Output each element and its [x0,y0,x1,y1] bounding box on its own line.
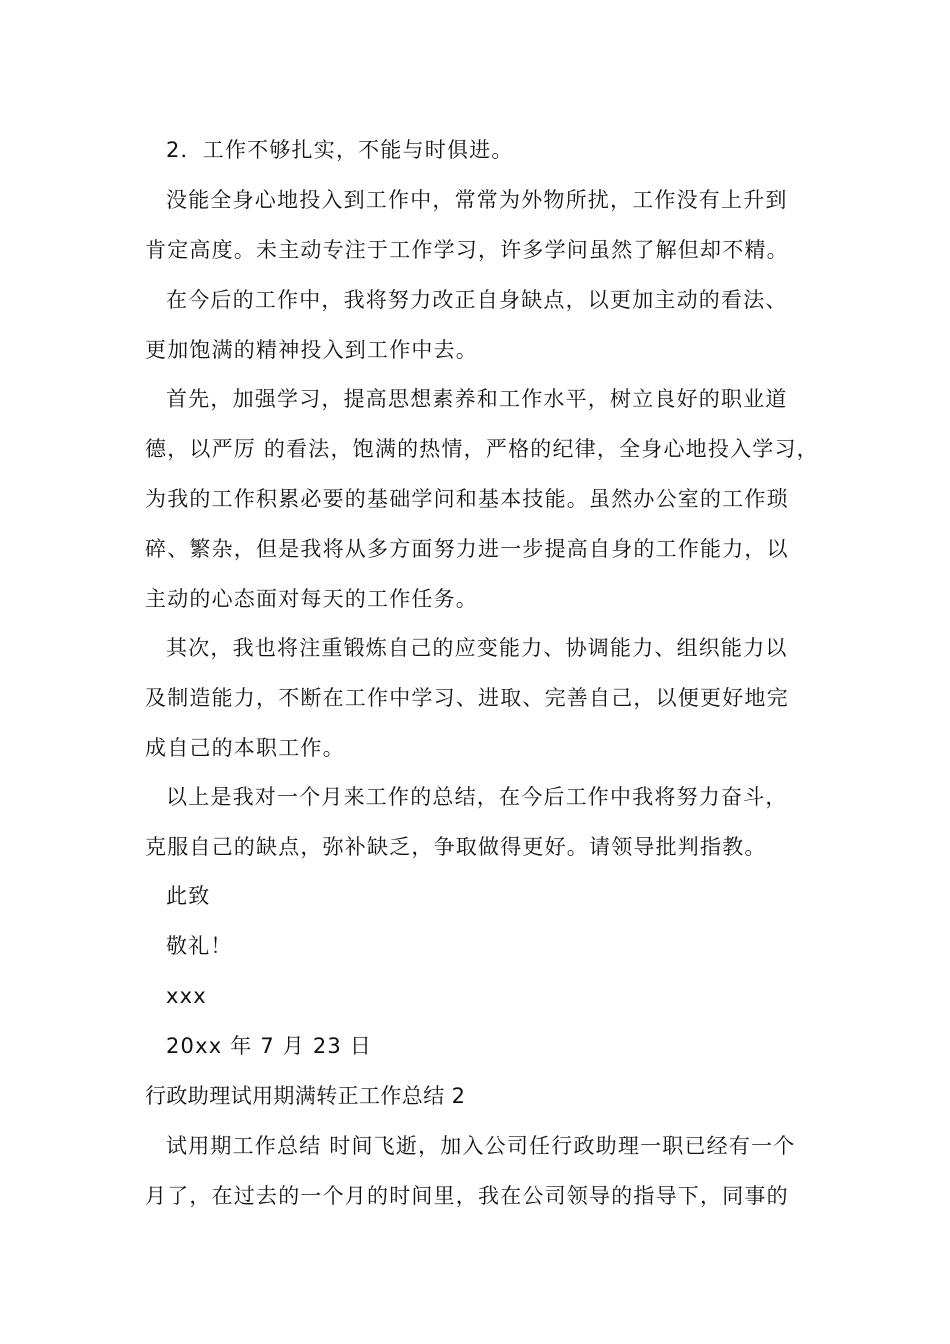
paragraph-line: 试用期工作总结 时间飞逝，加入公司任行政助理一职已经有一个 [166,1134,796,1158]
paragraph-line: 首先，加强学习，提高思想素养和工作水平，树立良好的职业道 [166,387,788,411]
paragraph-line: 德，以严厉 的看法，饱满的热情，严格的纪律，全身心地投入学习， [145,437,819,461]
list-item-2: 2．工作不够扎实，不能与时俱进。 [166,138,514,162]
paragraph-line: 成自己的本职工作。 [145,736,345,760]
paragraph-line: 克服自己的缺点，弥补缺乏，争取做得更好。请领导批判指教。 [145,835,767,859]
paragraph-line: 在今后的工作中，我将努力改正自身缺点，以更加主动的看法、 [166,288,788,312]
paragraph-line: 碎、繁杂，但是我将从多方面努力进一步提高自身的工作能力，以 [145,537,789,561]
paragraph-line: 月了，在过去的一个月的时间里，我在公司领导的指导下，同事的 [145,1184,789,1208]
paragraph-line: 为我的工作积累必要的基础学问和基本技能。虽然办公室的工作琐 [145,487,789,511]
signature-date: 20xx 年 7 月 23 日 [166,1034,373,1058]
paragraph-line: 及制造能力，不断在工作中学习、进取、完善自己，以便更好地完 [145,686,789,710]
paragraph-line: 肯定高度。未主动专注于工作学习，许多学问虽然了解但却不精。 [145,238,789,262]
section-heading: 行政助理试用期满转正工作总结 2 [145,1084,466,1108]
paragraph-line: 更加饱满的精神投入到工作中去。 [145,338,478,362]
paragraph-line: 没能全身心地投入到工作中，常常为外物所扰，工作没有上升到 [166,188,788,212]
paragraph-line: 主动的心态面对每天的工作任务。 [145,587,478,611]
paragraph-line: 以上是我对一个月来工作的总结，在今后工作中我将努力奋斗， [166,785,788,809]
paragraph-line: 其次，我也将注重锻炼自己的应变能力、协调能力、组织能力以 [166,636,788,660]
closing-salutation: 此致 [166,884,211,908]
signature-name: xxx [166,984,207,1008]
closing-regards: 敬礼！ [166,934,233,958]
